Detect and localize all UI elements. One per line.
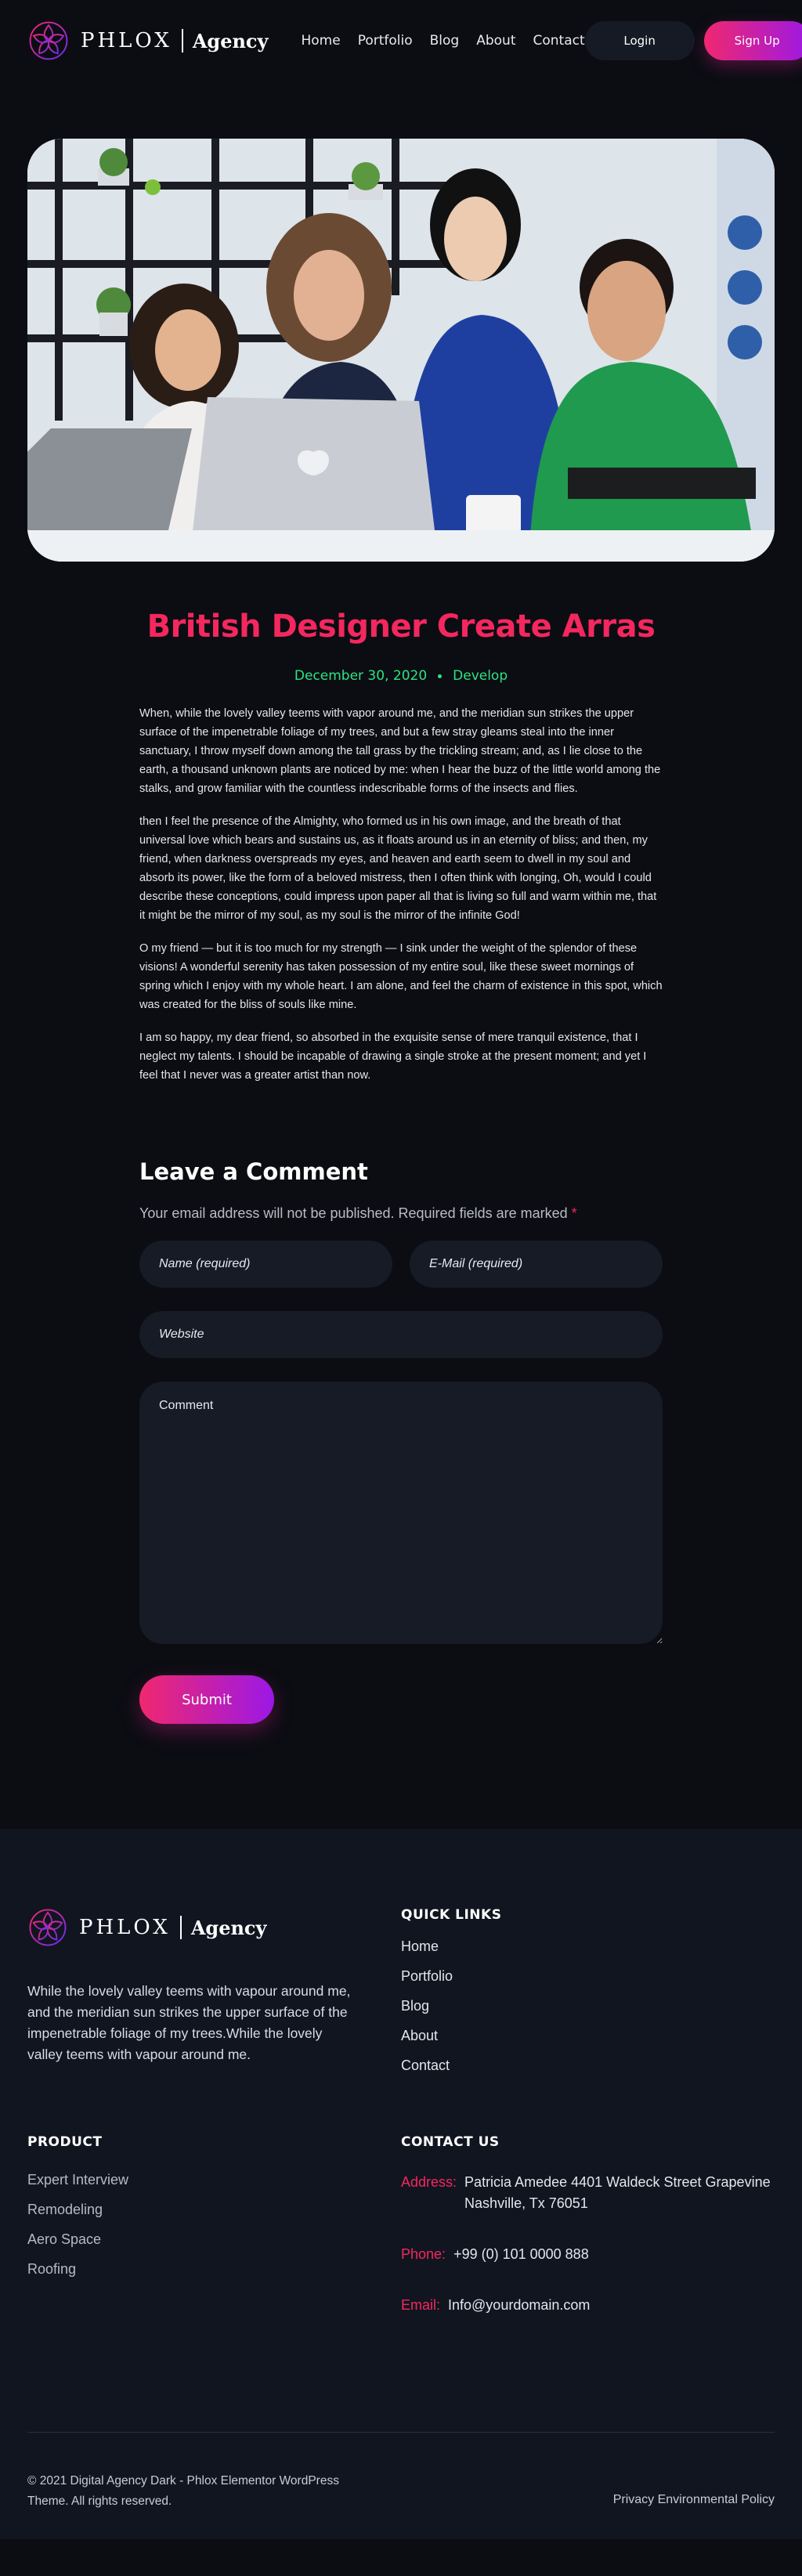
brand-name: PHLOX [79,1916,171,1939]
post-meta [139,668,663,684]
copyright-text: © 2021 Digital Agency Dark - Phlox Elementor WordPress Theme. All rights reserved. [27,2474,339,2508]
product-heading: PRODUCT [27,2134,103,2150]
nav-portfolio[interactable]: Portfolio [357,33,413,49]
post-paragraph: When, while the lovely valley teems with vapor around me, and the meridian sun strikes the upper surface of the impenetrable foliage of my trees, and but a few stray gleams steal into the inner sanctuary, I throw myself down among the tall grass by the trickling stream; and, as I lie close to the earth, a thousand unknown plants are noticed by me: when I hear the buzz of the little world among the stalks, and grow familiar with the countless indescribable forms of the insects and flies. [139,707,661,795]
quick-links-heading: QUICK LINKS [401,1907,502,1923]
address-value: Patricia Amedee 4401 Waldeck Street Grapevine Nashville, Tx 76051 [464,2174,771,2211]
website-input[interactable] [139,1311,663,1358]
contact-email [401,2295,775,2316]
product-links-list [27,2172,401,2278]
brand-sub: Agency [192,29,269,52]
quick-links-list [401,1938,775,2074]
brand-sub: Agency [190,1916,267,1939]
phlox-logo-icon [27,1907,68,1948]
phone-label: Phone: [401,2246,446,2262]
signup-button[interactable]: Sign Up [704,21,802,60]
contact-phone [401,2244,775,2265]
post-featured-image [27,139,775,562]
footer-about-text: While the lovely valley teems with vapour around me, and the meridian sun strikes the upper surface of the impenetrable foliage of my trees.While the lovely valley teems with vapour around me. [27,1983,351,2062]
brand-name: PHLOX [81,29,172,52]
contact-heading: CONTACT US [401,2134,500,2150]
post-title: British Designer Create Arras [146,609,656,645]
footer-about-col [27,1907,401,2087]
quick-link-contact[interactable]: Contact [401,2058,450,2073]
site-header [0,0,802,81]
nav-contact[interactable]: Contact [533,33,585,49]
site-footer [0,1829,802,2539]
footer-top-row [27,1907,775,2087]
blog-post [139,562,663,1085]
footer-contact-col [401,2134,775,2316]
email-value[interactable]: Info@yourdomain.com [448,2297,591,2313]
nav-blog[interactable]: Blog [429,33,460,49]
post-content [139,704,663,1085]
quick-link-about[interactable]: About [401,2028,439,2043]
privacy-policy-link[interactable]: Privacy Environmental Policy [612,2493,775,2506]
header-actions [585,21,802,60]
footer-quick-links-col [401,1907,775,2087]
post-paragraph: I am so happy, my dear friend, so absorbed in the exquisite sense of mere tranquil existence, that I neglect my talents. I should be incapable of drawing a single stroke at the present moment; and yet I feel that I never was a greater artist than now. [139,1031,647,1082]
product-link[interactable]: Aero Space [27,2231,102,2247]
comment-title: Leave a Comment [139,1158,368,1185]
nav-about[interactable]: About [476,33,516,49]
address-label: Address: [401,2174,457,2190]
nav-home[interactable]: Home [301,33,341,49]
brand-divider [180,1916,182,1939]
main-nav [302,33,585,49]
post-category[interactable]: Develop [453,668,508,684]
footer-product-col [27,2134,401,2316]
comment-form [139,1158,663,1724]
brand-divider [182,29,183,52]
name-input[interactable] [139,1241,392,1288]
submit-button[interactable]: Submit [139,1675,274,1724]
login-button[interactable]: Login [585,21,695,60]
product-link[interactable]: Remodeling [27,2202,103,2217]
product-link[interactable]: Expert Interview [27,2172,129,2188]
footer-bottom-row [27,2134,775,2316]
comment-textarea[interactable] [139,1382,663,1644]
email-label: Email: [401,2297,441,2313]
name-email-row [139,1241,663,1288]
product-link[interactable]: Roofing [27,2261,77,2277]
phone-value[interactable]: +99 (0) 101 0000 888 [453,2246,589,2262]
team-laptop-photo [27,139,775,562]
quick-link-portfolio[interactable]: Portfolio [401,1968,453,1984]
comment-note-text: Your email address will not be published. Required fields are marked [139,1205,568,1221]
post-paragraph: O my friend — but it is too much for my strength — I sink under the weight of the splendor of these visions! A wonderful serenity has taken possession of my entire soul, like these sweet mornings of spring which I enjoy with my whole heart. I am alone, and feel the charm of existence in this spot, which was created for the bliss of souls like mine. [139,942,663,1011]
footer-divider [27,2432,775,2433]
footer-logo[interactable] [27,1907,401,1948]
footer-legal [27,2471,775,2512]
header-logo[interactable] [27,20,269,62]
contact-address [401,2172,775,2214]
meta-separator [438,674,442,678]
email-input[interactable] [410,1241,663,1288]
comment-note [139,1205,663,1222]
quick-link-home[interactable]: Home [401,1938,439,1954]
post-paragraph: then I feel the presence of the Almighty, who formed us in his own image, and the breath of that universal love which bears and sustains us, as it floats around us in an eternity of bliss; and then, my friend, when darkness overspreads my eyes, and heaven and earth seem to dwell in my soul and absorb its power, like the form of a beloved mistress, then I often think with longing, Oh, would I could describe these conceptions, could impress upon paper all that is living so full and warm within me, that it might be the mirror of my soul, as my soul is the mirror of the infinite God! [139,815,657,922]
post-date[interactable]: December 30, 2020 [294,668,428,684]
phlox-logo-icon [27,20,70,62]
quick-link-blog[interactable]: Blog [401,1998,430,2014]
required-mark: * [571,1205,577,1221]
